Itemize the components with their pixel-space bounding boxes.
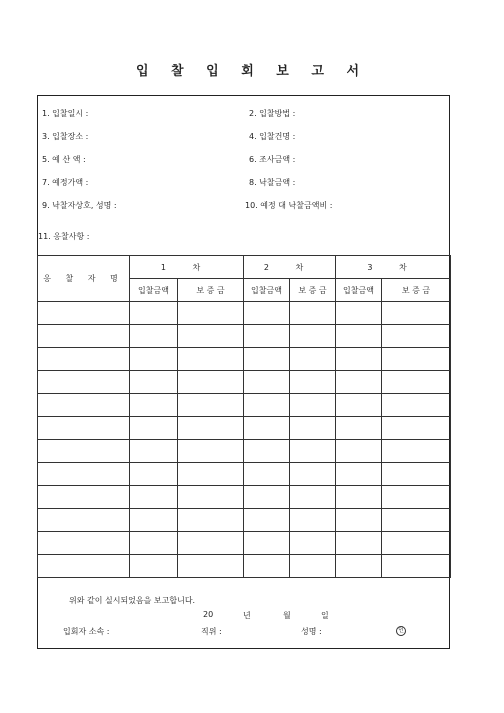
table-cell xyxy=(244,417,290,440)
table-cell xyxy=(38,417,130,440)
table-cell xyxy=(178,463,244,486)
table-cell xyxy=(290,302,336,325)
field-survey-amount: 6. 조사금액 : xyxy=(249,155,296,164)
table-cell xyxy=(38,463,130,486)
table-row xyxy=(38,302,451,325)
table-cell xyxy=(38,302,130,325)
table-cell xyxy=(130,348,178,371)
table-cell xyxy=(382,394,451,417)
table-cell xyxy=(244,371,290,394)
table-cell xyxy=(244,440,290,463)
table-cell xyxy=(290,532,336,555)
table-cell xyxy=(130,532,178,555)
round-2-header: 2 차 xyxy=(244,256,336,279)
table-cell xyxy=(244,555,290,578)
seal-mark: 인 xyxy=(396,625,406,636)
table-cell xyxy=(130,555,178,578)
table-row xyxy=(38,463,451,486)
round-3-header: 3 차 xyxy=(336,256,451,279)
table-cell xyxy=(130,417,178,440)
table-cell xyxy=(290,394,336,417)
field-winner-name: 9. 낙찰자상호, 성명 : xyxy=(42,201,117,210)
table-cell xyxy=(130,463,178,486)
table-cell xyxy=(382,509,451,532)
round-1-bid-amount-header: 입찰금액 xyxy=(130,279,178,302)
table-cell xyxy=(244,463,290,486)
witness-position: 직위 : xyxy=(201,627,222,636)
table-row xyxy=(38,440,451,463)
date-month: 월 xyxy=(283,611,291,620)
table-cell xyxy=(336,532,382,555)
table-cell xyxy=(130,371,178,394)
table-cell xyxy=(178,348,244,371)
field-ratio: 10. 예정 대 낙찰금액비 : xyxy=(245,201,333,210)
round-3-bid-amount-header: 입찰금액 xyxy=(336,279,382,302)
table-cell xyxy=(290,417,336,440)
table-cell xyxy=(244,302,290,325)
table-row xyxy=(38,371,451,394)
table-cell xyxy=(382,417,451,440)
table-cell xyxy=(130,486,178,509)
table-cell xyxy=(290,440,336,463)
table-cell xyxy=(178,394,244,417)
table-cell xyxy=(290,555,336,578)
table-cell xyxy=(290,325,336,348)
table-cell xyxy=(336,417,382,440)
table-cell xyxy=(130,509,178,532)
table-cell xyxy=(382,440,451,463)
table-cell xyxy=(382,463,451,486)
table-cell xyxy=(130,394,178,417)
table-cell xyxy=(178,371,244,394)
round-1-deposit-header: 보 증 금 xyxy=(178,279,244,302)
table-cell xyxy=(178,486,244,509)
table-cell xyxy=(38,509,130,532)
table-row xyxy=(38,325,451,348)
table-row xyxy=(38,417,451,440)
table-cell xyxy=(38,371,130,394)
field-estimated-price: 7. 예정가액 : xyxy=(42,178,89,187)
table-cell xyxy=(336,486,382,509)
table-cell xyxy=(290,486,336,509)
field-bid-details: 11. 응찰사항 : xyxy=(38,232,90,241)
table-cell xyxy=(382,371,451,394)
report-statement: 위와 같이 실시되었음을 보고합니다. xyxy=(69,596,196,605)
document-title: 입 찰 입 회 보 고 서 xyxy=(135,64,369,79)
field-bid-subject: 4. 입찰건명 : xyxy=(249,132,296,141)
table-row xyxy=(38,486,451,509)
table-cell xyxy=(336,394,382,417)
table-cell xyxy=(336,463,382,486)
table-cell xyxy=(244,325,290,348)
witness-name: 성명 : xyxy=(301,627,322,636)
table-cell xyxy=(290,371,336,394)
table-cell xyxy=(382,555,451,578)
table-cell xyxy=(178,555,244,578)
table-cell xyxy=(244,509,290,532)
table-cell xyxy=(336,555,382,578)
table-row xyxy=(38,509,451,532)
table-cell xyxy=(178,417,244,440)
witness-affiliation: 입회자 소속 : xyxy=(63,627,110,636)
table-cell xyxy=(336,348,382,371)
table-cell xyxy=(38,394,130,417)
bidder-name-header: 응 찰 자 명 xyxy=(38,256,130,302)
table-cell xyxy=(178,532,244,555)
table-cell xyxy=(38,555,130,578)
round-1-header: 1 차 xyxy=(130,256,244,279)
table-cell xyxy=(382,348,451,371)
table-row xyxy=(38,555,451,578)
field-bid-date: 1. 입찰일시 : xyxy=(42,109,89,118)
table-cell xyxy=(130,302,178,325)
table-cell xyxy=(336,440,382,463)
table-cell xyxy=(382,486,451,509)
date-century: 20 xyxy=(203,610,214,619)
table-cell xyxy=(244,348,290,371)
field-budget: 5. 예 산 액 : xyxy=(42,155,86,164)
field-award-amount: 8. 낙찰금액 : xyxy=(249,178,296,187)
table-cell xyxy=(382,532,451,555)
table-cell xyxy=(38,348,130,371)
table-cell xyxy=(244,486,290,509)
table-cell xyxy=(244,394,290,417)
table-cell xyxy=(336,509,382,532)
table-cell xyxy=(336,371,382,394)
table-cell xyxy=(336,325,382,348)
round-2-bid-amount-header: 입찰금액 xyxy=(244,279,290,302)
table-cell xyxy=(178,302,244,325)
table-cell xyxy=(38,486,130,509)
table-cell xyxy=(382,302,451,325)
table-cell xyxy=(178,325,244,348)
date-day: 일 xyxy=(321,611,329,620)
table-cell xyxy=(178,509,244,532)
table-row xyxy=(38,532,451,555)
field-bid-method: 2. 입찰방법 : xyxy=(249,109,296,118)
table-cell xyxy=(290,463,336,486)
table-cell xyxy=(382,325,451,348)
table-cell xyxy=(336,302,382,325)
table-row xyxy=(38,394,451,417)
table-row xyxy=(38,348,451,371)
table-cell xyxy=(290,509,336,532)
table-cell xyxy=(130,325,178,348)
bid-table xyxy=(37,255,451,578)
table-cell xyxy=(38,325,130,348)
table-cell xyxy=(178,440,244,463)
table-cell xyxy=(130,440,178,463)
round-3-deposit-header: 보 증 금 xyxy=(382,279,451,302)
table-cell xyxy=(38,440,130,463)
field-bid-place: 3. 입찰장소 : xyxy=(42,132,89,141)
table-cell xyxy=(38,532,130,555)
table-cell xyxy=(290,348,336,371)
date-year: 년 xyxy=(243,611,251,620)
round-2-deposit-header: 보 증 금 xyxy=(290,279,336,302)
table-cell xyxy=(244,532,290,555)
